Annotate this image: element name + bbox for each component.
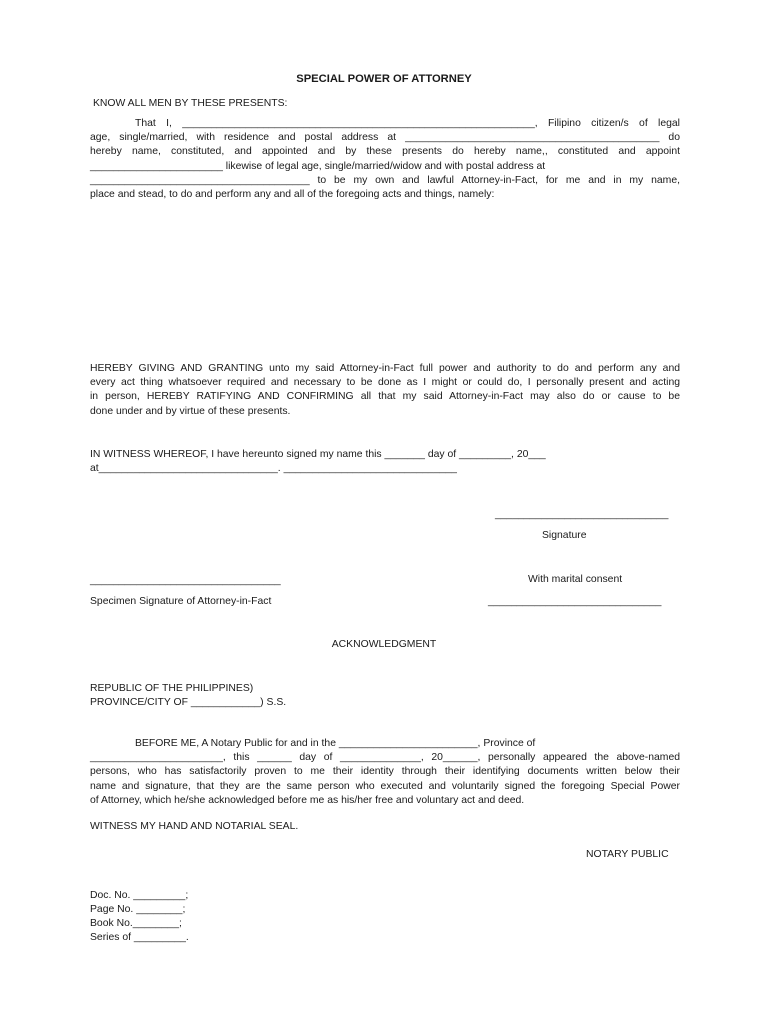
paragraph-line: That I, _____________________________________________________________, Filipino citizen/s of legal xyxy=(135,118,680,129)
paragraph-line: name and signature, that they are the same person who executed and voluntarily signed the foregoing Special Power xyxy=(90,780,680,792)
witness-line: IN WITNESS WHEREOF, I have hereunto signed my name this _______ day of _________, 20___ xyxy=(90,449,546,460)
signature-line: ______________________________ xyxy=(495,509,669,520)
paragraph-line: persons, who has satisfactorily proven to me their identity through their identifying documents written below their xyxy=(90,766,680,778)
page-number-line: Page No. ________; xyxy=(90,904,186,915)
paragraph-line: BEFORE ME, A Notary Public for and in the ________________________, Province of xyxy=(135,738,536,749)
signature-label: Signature xyxy=(542,530,587,541)
paragraph-line: hereby name, constituted, and appointed and by these presents do hereby name,, constituted and appoint xyxy=(90,146,680,158)
notary-paragraph xyxy=(90,737,680,808)
notary-public-label: NOTARY PUBLIC xyxy=(586,849,669,860)
appointment-paragraph xyxy=(90,117,680,202)
document-title: SPECIAL POWER OF ATTORNEY xyxy=(296,73,472,85)
paragraph-line: ______________________________________ to be my own and lawful Attorney-in-Fact, for me and in my name, xyxy=(90,174,680,186)
book-number-line: Book No.________; xyxy=(90,918,182,929)
paragraph-line: _______________________, this ______ day of ______________, 20______, personally appeared the above-named xyxy=(90,752,680,764)
notarial-seal-line: WITNESS MY HAND AND NOTARIAL SEAL. xyxy=(90,821,299,832)
marital-consent-label: With marital consent xyxy=(528,574,623,585)
specimen-signature-label: Specimen Signature of Attorney-in-Fact xyxy=(90,596,272,607)
granting-paragraph xyxy=(90,362,680,419)
province-line: PROVINCE/CITY OF ____________) S.S. xyxy=(90,697,287,708)
paragraph-line: HEREBY GIVING AND GRANTING unto my said Attorney-in-Fact full power and authority to do and perform any and xyxy=(90,363,680,374)
marital-consent-line: ______________________________ xyxy=(488,596,662,607)
paragraph-line: in person, HEREBY RATIFYING AND CONFIRMING all that my said Attorney-in-Fact may also do or cause to be xyxy=(90,391,680,403)
attorney-signature-line: _________________________________ xyxy=(90,575,281,586)
paragraph-line: _______________________ likewise of legal age, single/married/widow and with postal address at xyxy=(90,160,546,172)
paragraph-line: every act thing whatsoever required and necessary to be done as I might or could do, I personally present and acting xyxy=(90,377,680,389)
paragraph-line: age, single/married, with residence and postal address at ____________________________________________ do xyxy=(90,132,680,144)
paragraph-line: of Attorney, which he/she acknowledged before me as his/her free and voluntary act and deed. xyxy=(90,794,525,806)
republic-line: REPUBLIC OF THE PHILIPPINES) xyxy=(90,683,254,694)
doc-number-line: Doc. No. _________; xyxy=(90,890,189,901)
intro-line: KNOW ALL MEN BY THESE PRESENTS: xyxy=(93,98,288,109)
witness-place-line: at_______________________________. ______________________________ xyxy=(90,463,457,474)
series-line: Series of _________. xyxy=(90,932,189,943)
paragraph-line: done under and by virtue of these presents. xyxy=(90,405,291,417)
paragraph-line: place and stead, to do and perform any and all of the foregoing acts and things, namely: xyxy=(90,189,495,201)
acknowledgment-heading: ACKNOWLEDGMENT xyxy=(331,639,437,650)
